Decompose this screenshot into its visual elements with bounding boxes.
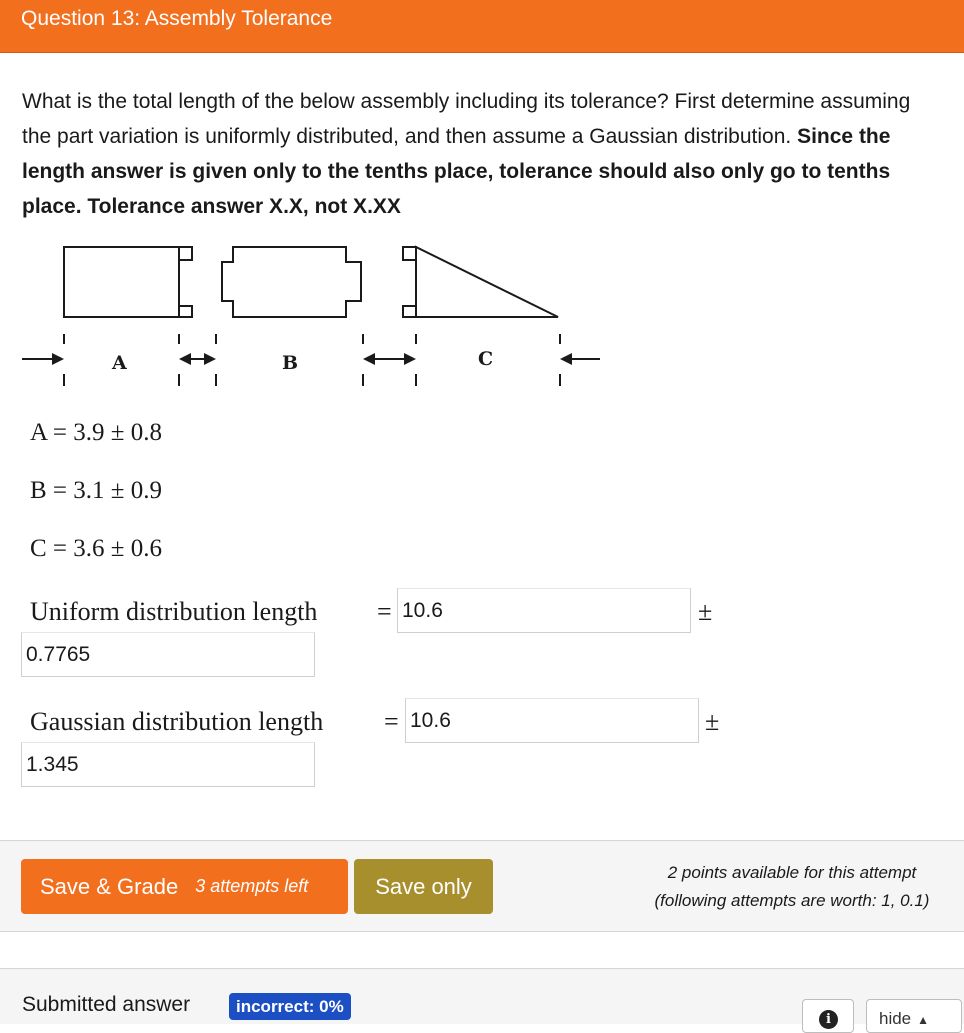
gaussian-tolerance-input[interactable]: 1.345 — [21, 742, 315, 787]
attempts-left-label: 3 attempts left — [195, 876, 309, 896]
save-and-grade-button[interactable] — [21, 859, 348, 914]
gaussian-plusminus: ± — [705, 707, 720, 736]
points-available: 2 points available for this attempt — [667, 863, 917, 882]
uniform-length-input[interactable]: 10.6 — [397, 588, 691, 633]
info-button[interactable] — [802, 999, 854, 1033]
question-prompt-text: What is the total length of the below assembly including its tolerance? First determine assuming the part variation is uniformly distributed, and then assume a Gaussian distribution. — [22, 90, 911, 148]
question-header — [0, 0, 964, 53]
uniform-equals: = — [377, 597, 392, 626]
part-a-shape — [64, 247, 192, 317]
status-badge: incorrect: 0% — [229, 993, 351, 1020]
save-only-button[interactable]: Save only — [354, 859, 493, 914]
section-gap — [0, 932, 964, 968]
gaussian-equals: = — [384, 707, 399, 736]
dimension-label-a: A — [112, 352, 127, 374]
submitted-answer-panel — [0, 968, 964, 1028]
uniform-tolerance-input[interactable]: 0.7765 — [21, 632, 315, 677]
assembly-diagram — [20, 238, 620, 393]
hide-label: hide — [879, 1009, 912, 1028]
gaussian-length-label: Gaussian distribution length — [30, 707, 324, 736]
given-a: A = 3.9 ± 0.8 — [30, 419, 162, 446]
part-c-tab-top — [403, 247, 416, 260]
question-title: Question 13: Assembly Tolerance — [21, 7, 333, 30]
question-prompt — [22, 84, 942, 224]
question-prompt-bold: Since the length answer is given only to the tenths place, tolerance should also only go to tenths place. Tolerance answer X.X, not X.XX — [22, 125, 891, 218]
uniform-plusminus: ± — [698, 597, 713, 626]
uniform-length-label: Uniform distribution length — [30, 597, 318, 626]
info-icon: i — [819, 1010, 838, 1029]
given-c: C = 3.6 ± 0.6 — [30, 535, 162, 562]
question-controls — [0, 840, 964, 932]
given-b: B = 3.1 ± 0.9 — [30, 477, 162, 504]
save-and-grade-label: Save & Grade — [40, 873, 179, 899]
part-c-tab-bottom — [403, 306, 416, 317]
points-info — [622, 859, 962, 915]
dimension-label-b: B — [282, 352, 299, 374]
gaussian-length-input[interactable]: 10.6 — [405, 698, 699, 743]
part-c-shape — [416, 247, 558, 317]
chevron-up-icon: ▲ — [917, 1013, 930, 1027]
submitted-answer-label: Submitted answer — [22, 993, 191, 1016]
hide-button[interactable] — [866, 999, 962, 1033]
points-following: (following attempts are worth: 1, 0.1) — [654, 891, 930, 910]
dimension-label-c: C — [478, 348, 494, 370]
part-b-shape — [222, 247, 361, 317]
